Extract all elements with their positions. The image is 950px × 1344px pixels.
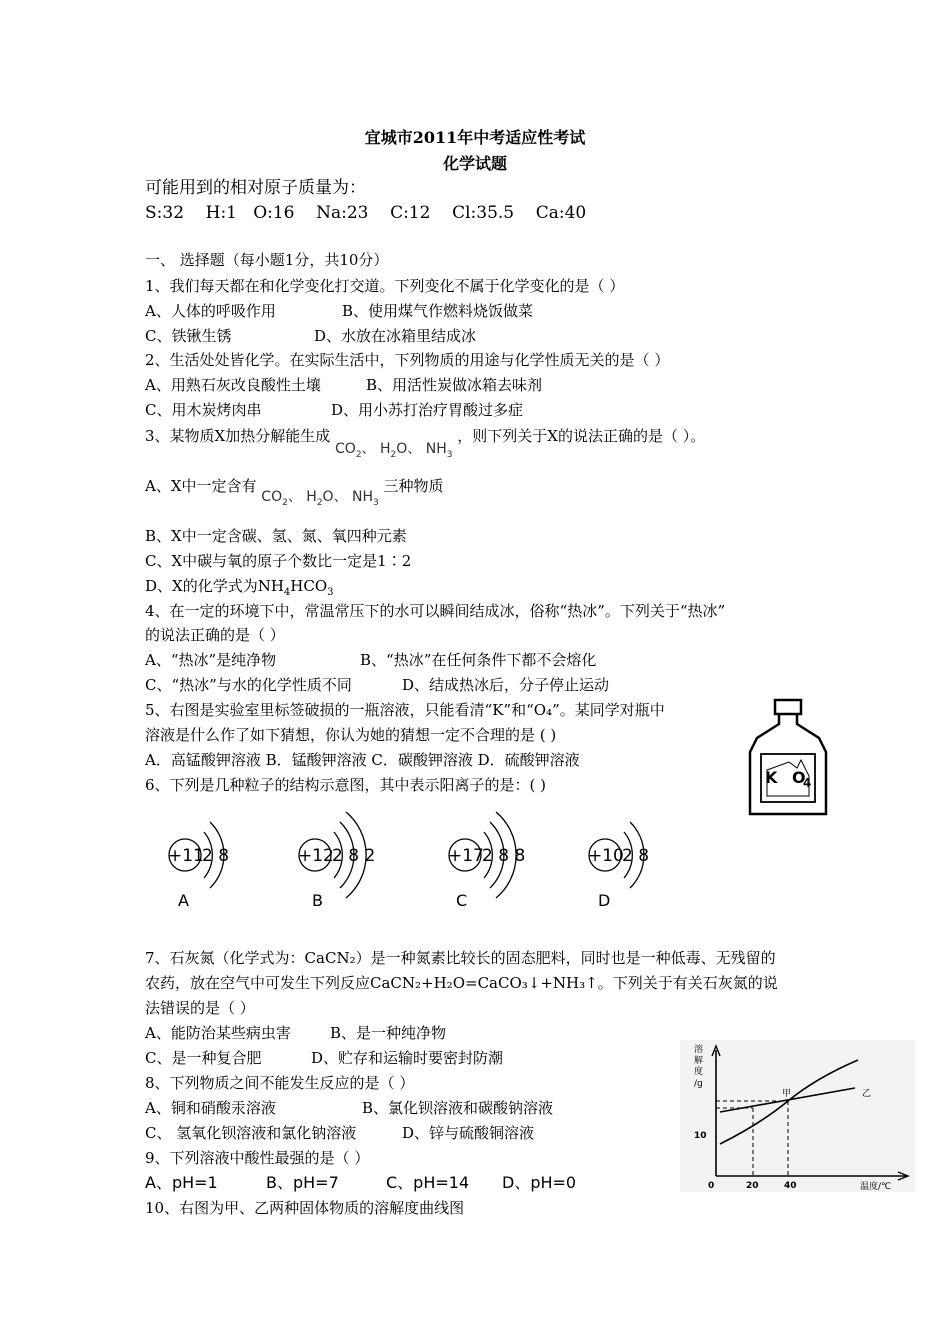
x-tick-40: 40 (784, 1181, 797, 1191)
q1-stem: 1、我们每天都在和化学变化打交道。下列变化不属于化学变化的是（ ） (145, 277, 625, 295)
q9-option-d: D、pH=0 (502, 1173, 577, 1192)
section-heading: 一、 选择题（每小题1分，共10分） (145, 251, 389, 269)
q8-option-a: A、铜和硝酸汞溶液 (145, 1099, 276, 1117)
particle-structure-diagrams (150, 800, 670, 915)
q6-stem: 6、下列是几种粒子的结构示意图，其中表示阳离子的是：( ) (145, 776, 547, 794)
solubility-curve-graph (680, 1040, 915, 1192)
q8-option-b: B、氯化钡溶液和碳酸钠溶液 (362, 1099, 554, 1117)
q3-option-d (145, 576, 334, 603)
q3-option-a-pre: A、X中一定含有 (145, 477, 257, 495)
q2-option-c: C、用木炭烤肉串 (145, 401, 262, 419)
q8-stem: 8、下列物质之间不能发生反应的是（ ） (145, 1074, 415, 1092)
particle-c-nucleus: +17 (448, 846, 484, 866)
q3-d-sub2: 3 (327, 587, 334, 598)
q4-option-a: A、“热冰”是纯净物 (145, 651, 277, 669)
q4-option-b: B、“热冰”在任何条件下都不会熔化 (360, 651, 597, 669)
q3-d-pre: D、X的化学式为NH (145, 577, 284, 595)
q8-option-d: D、锌与硫酸铜溶液 (402, 1124, 535, 1142)
q2-option-d: D、用小苏打治疗胃酸过多症 (331, 401, 524, 419)
bottle-stopper (775, 700, 801, 714)
q7-option-a: A、能防治某些病虫害 (145, 1024, 291, 1042)
particle-d-nucleus: +10 (588, 846, 624, 866)
q2-option-b: B、用活性炭做冰箱去味剂 (366, 376, 543, 394)
atomic-mass-values: S:32 H:1 O:16 Na:23 C:12 Cl:35.5 Ca:40 (145, 203, 587, 223)
q4-option-c: C、“热冰”与水的化学性质不同 (145, 676, 352, 694)
q9-option-a: A、pH=1 (145, 1173, 218, 1192)
q3-stem-post: ，则下列关于X的说法正确的是（ ）。 (457, 427, 706, 445)
q7-stem-line2: 农药，放在空气中可发生下列反应CaCN₂+H₂O=CaCO₃↓+NH₃↑。下列关于有关石灰氮的说 (145, 974, 778, 992)
q3-d-sub: 4 (283, 587, 291, 598)
atomic-mass-label: 可能用到的相对原子质量为： (145, 178, 366, 198)
q3-formula-a: $CO_2$、 $H_2O$、 $NH_3$ (261, 489, 379, 508)
label-4: 4 (803, 776, 812, 790)
exam-title: 宜城市2011年中考适应性考试 (364, 128, 586, 147)
label-k: K (765, 768, 778, 787)
y-tick-10: 10 (694, 1131, 707, 1141)
q9-option-b: B、pH=7 (266, 1173, 339, 1192)
q4-option-d: D、结成热冰后，分子停止运动 (402, 676, 610, 694)
q3-d-mid: HCO (290, 577, 328, 595)
y-axis-label-char-2: 解 (694, 1056, 704, 1066)
particle-c-label: C (456, 891, 468, 910)
particle-a-shells: 2 8 (202, 846, 230, 866)
particle-b-label: B (312, 891, 323, 910)
q5-stem-line2: 溶液是什么作了如下猜想，你认为她的猜想一定不合理的是 ( ) (145, 726, 557, 744)
q7-option-b: B、是一种纯净物 (330, 1024, 447, 1042)
q9-option-c: C、pH=14 (386, 1173, 470, 1192)
particle-d (588, 822, 649, 910)
x-axis-label: 温度/℃ (860, 1182, 892, 1192)
particle-d-label: D (598, 891, 611, 910)
reagent-bottle-figure (745, 698, 831, 820)
q1-option-b: B、使用煤气作燃料烧饭做菜 (342, 302, 534, 320)
y-axis-label-char-1: 溶 (694, 1045, 704, 1055)
particle-a (168, 822, 229, 910)
q9-stem: 9、下列溶液中酸性最强的是（ ） (145, 1149, 370, 1167)
q5-stem-line1: 5、右图是实验室里标签破损的一瓶溶液，只能看清“K”和“O₄”。某同学对瓶中 (145, 701, 665, 719)
particle-b-shells: 2 8 2 (332, 846, 376, 866)
curve-yi-label: 乙 (862, 1089, 872, 1099)
q2-option-a: A、用熟石灰改良酸性土壤 (145, 376, 321, 394)
particle-c-shells: 2 8 8 (482, 846, 526, 866)
y-axis-label-char-4: /g (694, 1079, 703, 1089)
q7-stem-line3: 法错误的是（ ） (145, 999, 255, 1017)
exam-subtitle: 化学试题 (442, 154, 507, 173)
q2-stem: 2、生活处处皆化学。在实际生活中，下列物质的用途与化学性质无关的是（ ） (145, 351, 670, 369)
particle-b-nucleus: +12 (298, 846, 334, 866)
curve-jia-label: 甲 (782, 1089, 792, 1099)
q3-formula-products: $CO_2$、 $H_2O$、 $NH_3$ (335, 441, 453, 460)
q3-option-a-post: 三种物质 (383, 477, 444, 495)
particle-b (298, 812, 375, 910)
q3-option-a (145, 476, 444, 508)
q3-option-b: B、X中一定含碳、氢、氮、氧四种元素 (145, 527, 407, 545)
q3-stem-pre: 3、某物质X加热分解能生成 (145, 427, 331, 445)
origin-label: 0 (708, 1181, 715, 1191)
q3-option-c: C、X中碳与氧的原子个数比一定是1∶2 (145, 552, 412, 570)
q1-option-a: A、人体的呼吸作用 (145, 302, 276, 320)
q8-option-c: C、 氢氧化钡溶液和氯化钠溶液 (145, 1124, 357, 1142)
q4-stem-line1: 4、在一定的环境下中，常温常压下的水可以瞬间结成冰，俗称“热冰”。下列关于“热冰” (145, 602, 726, 620)
q3-stem (145, 426, 706, 460)
q4-stem-line2: 的说法正确的是（ ） (145, 626, 285, 644)
label-o: O (792, 768, 806, 787)
x-tick-20: 20 (746, 1181, 759, 1191)
q7-stem-line1: 7、石灰氮（化学式为：CaCN₂）是一种氮素比较长的固态肥料，同时也是一种低毒、无残留的 (145, 949, 776, 967)
q1-option-d: D、水放在冰箱里结成冰 (314, 327, 477, 345)
q5-options: A．高锰酸钾溶液 B．锰酸钾溶液 C．碳酸钾溶液 D．硫酸钾溶液 (145, 751, 580, 769)
particle-c (448, 812, 525, 910)
q7-option-c: C、是一种复合肥 (145, 1049, 262, 1067)
q1-option-c: C、铁锹生锈 (145, 327, 232, 345)
particle-a-label: A (178, 891, 189, 910)
q7-option-d: D、贮存和运输时要密封防潮 (311, 1049, 504, 1067)
q10-stem: 10、右图为甲、乙两种固体物质的溶解度曲线图 (145, 1199, 465, 1217)
y-axis-label-char-3: 度 (694, 1067, 704, 1077)
particle-a-nucleus: +11 (168, 846, 204, 866)
particle-d-shells: 2 8 (622, 846, 650, 866)
